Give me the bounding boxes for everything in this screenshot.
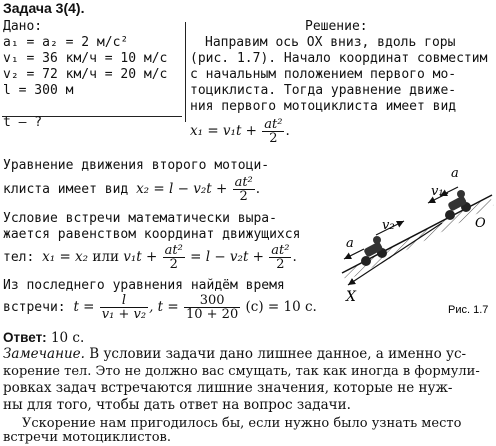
final-line-1: Ускорение нам пригодилось бы, если нужно было узнать место bbox=[22, 416, 462, 431]
eq1-fraction bbox=[262, 118, 284, 145]
eq3-fraction-2 bbox=[269, 244, 291, 271]
eq4-den1: v₁ + v₂ bbox=[101, 307, 147, 322]
eq3-or: или bbox=[88, 249, 124, 265]
para1-line-3: с начальным положением первого мо- bbox=[190, 67, 457, 82]
label-v2: v₂ bbox=[382, 218, 395, 233]
x-axis bbox=[348, 223, 442, 285]
para4-line-1: Из последнего уравнения найдём время bbox=[3, 278, 285, 293]
remark-line-1: В условии задачи дано лишнее данное, а именно ус- bbox=[84, 346, 467, 362]
eq4-num2: 300 bbox=[184, 294, 240, 308]
eq1-end: . bbox=[285, 123, 290, 139]
find-line: t — ? bbox=[3, 115, 43, 130]
eq3-fraction-1 bbox=[163, 244, 185, 271]
para2-line-2: клиста имеет вид bbox=[3, 182, 137, 197]
answer-label: Ответ: bbox=[3, 330, 47, 345]
figure-caption: Рис. 1.7 bbox=[448, 304, 489, 315]
label-a-left: a bbox=[346, 236, 354, 251]
equation-1 bbox=[190, 118, 290, 145]
given-line-4: l = 300 м bbox=[3, 83, 74, 98]
eq2-den: 2 bbox=[239, 189, 248, 204]
para3-line-1: Условие встречи математически выра- bbox=[3, 211, 277, 226]
eq2-lhs: x₂ = l − v₂t + bbox=[136, 181, 228, 197]
remark-line-3: ровках задач встречаются лишние значения, которые не нуж- bbox=[3, 380, 453, 396]
eq4-lhs: t = bbox=[73, 299, 95, 315]
eq3-num2: at² bbox=[271, 243, 290, 258]
remark-line-2: корение тел. Это не должно вас смущать, так как иногда в формули- bbox=[3, 364, 480, 379]
given-header: Дано: bbox=[3, 19, 43, 34]
eq4-num1: l bbox=[100, 294, 148, 308]
eq2-num: at² bbox=[234, 175, 253, 190]
eq4-end: (с) = 10 с. bbox=[245, 299, 317, 315]
para1-line-1: Направим ось OX вниз, вдоль горы bbox=[205, 35, 456, 50]
given-line-3: v₂ = 72 км/ч = 20 м/с bbox=[3, 67, 168, 82]
remark-line-4: ны для того, чтобы дать ответ на вопрос задачи. bbox=[3, 397, 351, 413]
answer-line bbox=[3, 329, 84, 347]
para1-line-4: тоциклиста. Тогда уравнение движе- bbox=[190, 83, 457, 98]
eq4-fraction-1 bbox=[100, 294, 148, 321]
eq3-b: v₁t + bbox=[123, 249, 158, 265]
eq4-mid: , t = bbox=[149, 299, 179, 315]
given-line-2: v₁ = 36 км/ч = 10 м/с bbox=[3, 51, 168, 66]
para4-line-2: встречи: bbox=[3, 300, 74, 315]
label-v1: v₁ bbox=[431, 184, 444, 199]
para3-line-3-with-eq bbox=[3, 244, 297, 271]
figure-1-7 bbox=[330, 165, 496, 315]
eq3-den2: 2 bbox=[276, 257, 285, 272]
eq1-num: at² bbox=[264, 117, 283, 132]
eq1-den: 2 bbox=[269, 131, 278, 146]
answer-value: 10 с. bbox=[46, 330, 85, 346]
label-O: O bbox=[475, 216, 486, 231]
label-X: X bbox=[346, 289, 356, 305]
para4-line-2-with-eq bbox=[3, 294, 317, 321]
para3-line-2: жается равенством координат движущихся bbox=[3, 227, 301, 242]
final-line-2: встречи мотоциклистов. bbox=[3, 430, 171, 445]
label-a-top: a bbox=[451, 166, 459, 181]
eq3-num1: at² bbox=[164, 243, 183, 258]
para2-line-1: Уравнение движения второго мотоци- bbox=[3, 158, 270, 173]
eq4-den2: 10 + 20 bbox=[185, 307, 239, 322]
eq3-a: x₁ = x₂ bbox=[42, 249, 89, 265]
eq3-c: = l − v₂t + bbox=[190, 249, 264, 265]
para2-line-2-with-eq bbox=[3, 176, 260, 203]
para1-line-5: ния первого мотоциклиста имеет вид bbox=[190, 99, 457, 114]
solution-header: Решение: bbox=[305, 19, 368, 34]
eq3-den1: 2 bbox=[169, 257, 178, 272]
remark-label: Замечание. bbox=[3, 346, 85, 362]
eq1-lhs: x₁ = v₁t + bbox=[190, 123, 257, 139]
problem-title: Задача 3(4). bbox=[3, 0, 85, 16]
para1-line-2: (рис. 1.7). Начало координат совместим bbox=[190, 51, 488, 66]
eq2-end: . bbox=[255, 181, 261, 197]
para3-line-3: тел: bbox=[3, 250, 43, 265]
remark-line-1-wrap bbox=[3, 346, 466, 363]
eq4-fraction-2 bbox=[184, 294, 240, 321]
eq2-fraction bbox=[233, 176, 255, 203]
eq3-end: . bbox=[292, 249, 297, 265]
given-line-1: a₁ = a₂ = 2 м/с² bbox=[3, 35, 129, 50]
